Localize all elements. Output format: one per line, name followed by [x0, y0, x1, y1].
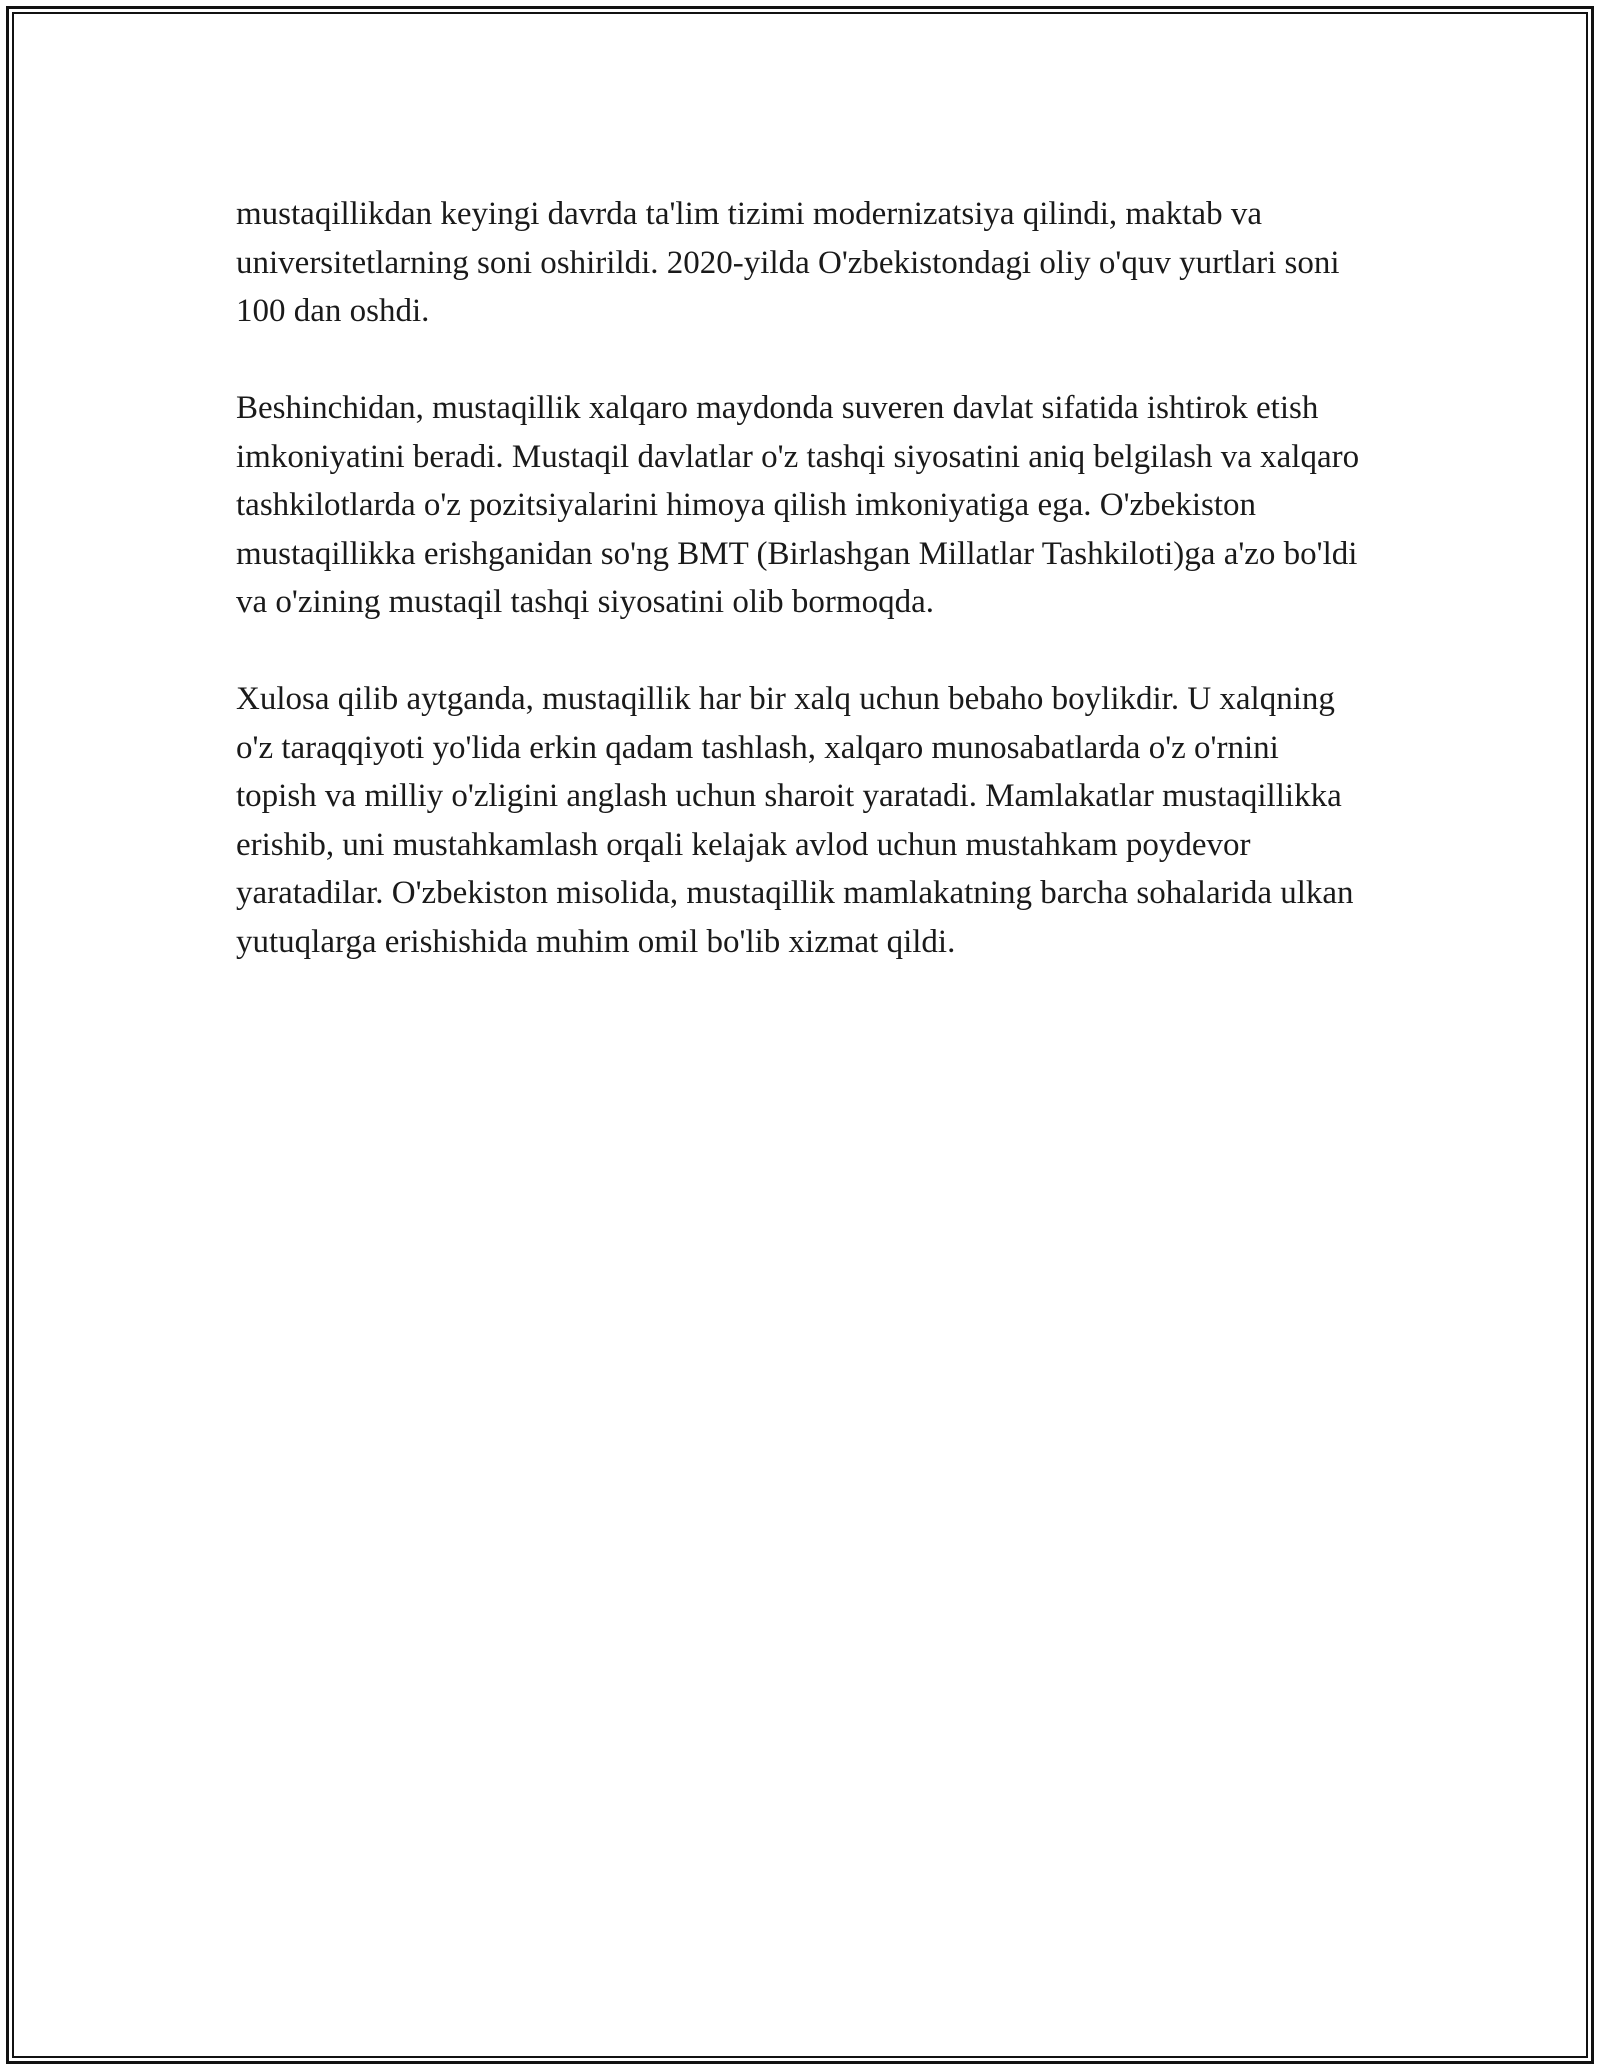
paragraph-conclusion: Xulosa qilib aytganda, mustaqillik har bir xalq uchun bebaho boylikdir. U xalqning o'z taraqqiyoti yo'lida erkin qadam tashlash, xalqaro munosabatlarda o'z o'rnini topish va milliy o'zligini anglash uchun sharoit yaratadi. Mamlakatlar mustaqillikka erishib, uni mustahkamlash orqali kelajak avlod uchun mustahkam poydevor yaratadilar. O'zbekiston misolida, mustaqillik mamlakatning barcha sohalarida ulkan yutuqlarga erishishida muhim omil bo'lib xizmat qildi. [236, 681, 1354, 960]
paragraph-fifth-point: Beshinchidan, mustaqillik xalqaro maydonda suveren davlat sifatida ishtirok etish imkoniyatini beradi. Mustaqil davlatlar o'z tashqi siyosatini aniq belgilash va xalqaro tashkilotlarda o'z pozitsiyalarini himoya qilish imkoniyatiga ega. O'zbekiston mustaqillikka erishganidan so'ng BMT (Birlashgan Millatlar Tashkiloti)ga a'zo bo'ldi va o'zining mustaqil tashqi siyosatini olib bormoqda. [236, 390, 1360, 620]
paragraph-education: mustaqillikdan keyingi davrda ta'lim tizimi modernizatsiya qilindi, maktab va universitetlarning soni oshirildi. 2020-yilda O'zbekistondagi oliy o'quv yurtlari soni 100 dan oshdi. [236, 196, 1340, 329]
document-body [236, 190, 1366, 1015]
